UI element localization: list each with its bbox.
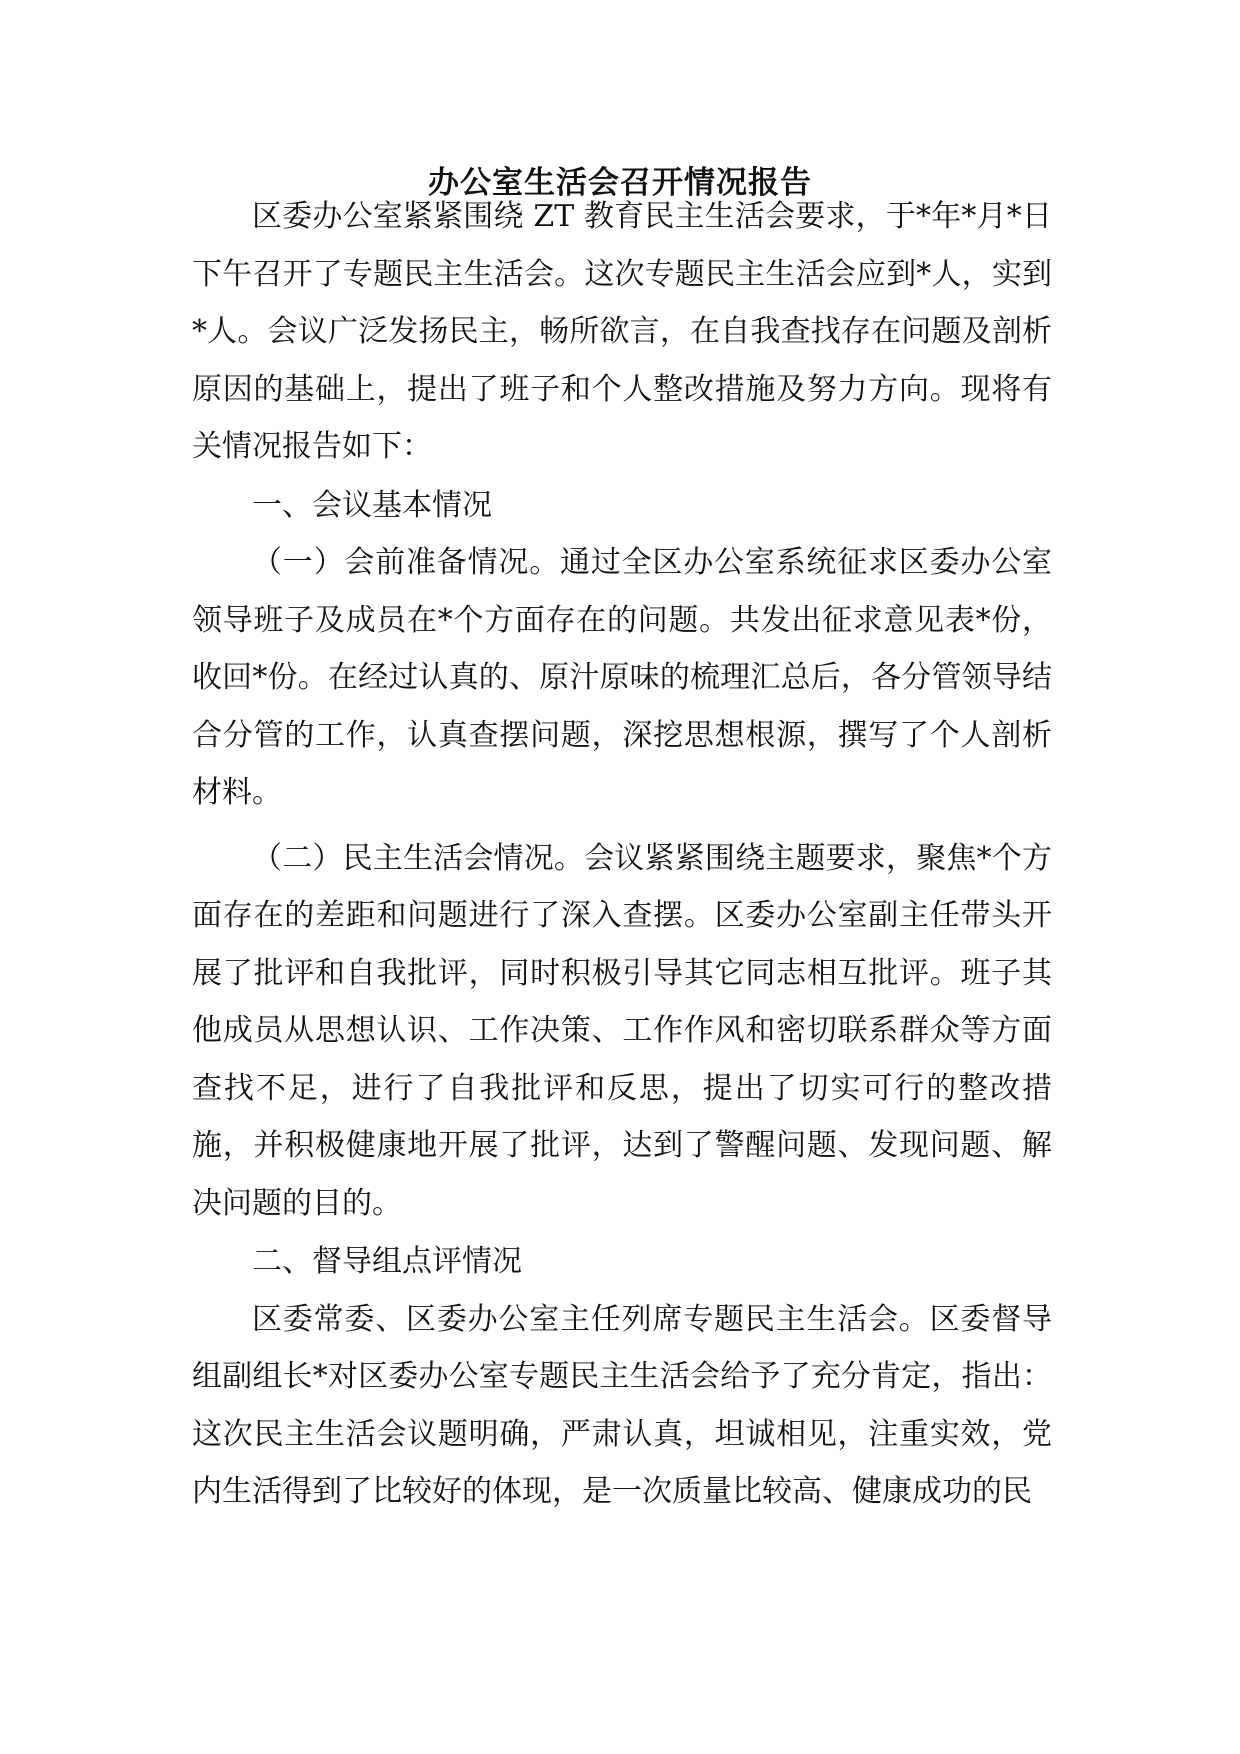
document-body (192, 188, 1052, 1521)
section-heading-2: 二、督导组点评情况 (252, 1244, 522, 1279)
paragraph-review: 区委常委、区委办公室主任列席专题民主生活会。区委督导组副组长*对区委办公室专题民主生活会给予了充分肯定，指出：这次民主生活会议题明确，严肃认真，坦诚相见，注重实效，党内生活得到了比较好的体现，是一次质量比较高、健康成功的民 (192, 1301, 1052, 1509)
paragraph-preparation: （一）会前准备情况。通过全区办公室系统征求区委办公室领导班子及成员在*个方面存在的问题。共发出征求意见表*份，收回*份。在经过认真的、原汁原味的梳理汇总后，各分管领导结合分管的工作，认真查摆问题，深挖思想根源，撰写了个人剖析材料。 (192, 545, 1052, 810)
paragraph-intro: 区委办公室紧紧围绕 ZT 教育民主生活会要求，于*年*月*日下午召开了专题民主生活会。这次专题民主生活会应到*人，实到*人。会议广泛发扬民主，畅所欲言，在自我查找存在问题及剖析原因的基础上，提出了班子和个人整改措施及努力方向。现将有关情况报告如下： (192, 199, 1052, 464)
document-title: 办公室生活会召开情况报告 (428, 165, 812, 201)
section-heading-1: 一、会议基本情况 (252, 487, 492, 523)
paragraph-meeting: （二）民主生活会情况。会议紧紧围绕主题要求，聚焦*个方面存在的差距和问题进行了深入查摆。区委办公室副主任带头开展了批评和自我批评，同时积极引导其它同志相互批评。班子其他成员从思想认识、工作决策、工作作风和密切联系群众等方面查找不足，进行了自我批评和反思，提出了切实可行的整改措施，并积极健康地开展了批评，达到了警醒问题、发现问题、解决问题的目的。 (192, 840, 1052, 1221)
